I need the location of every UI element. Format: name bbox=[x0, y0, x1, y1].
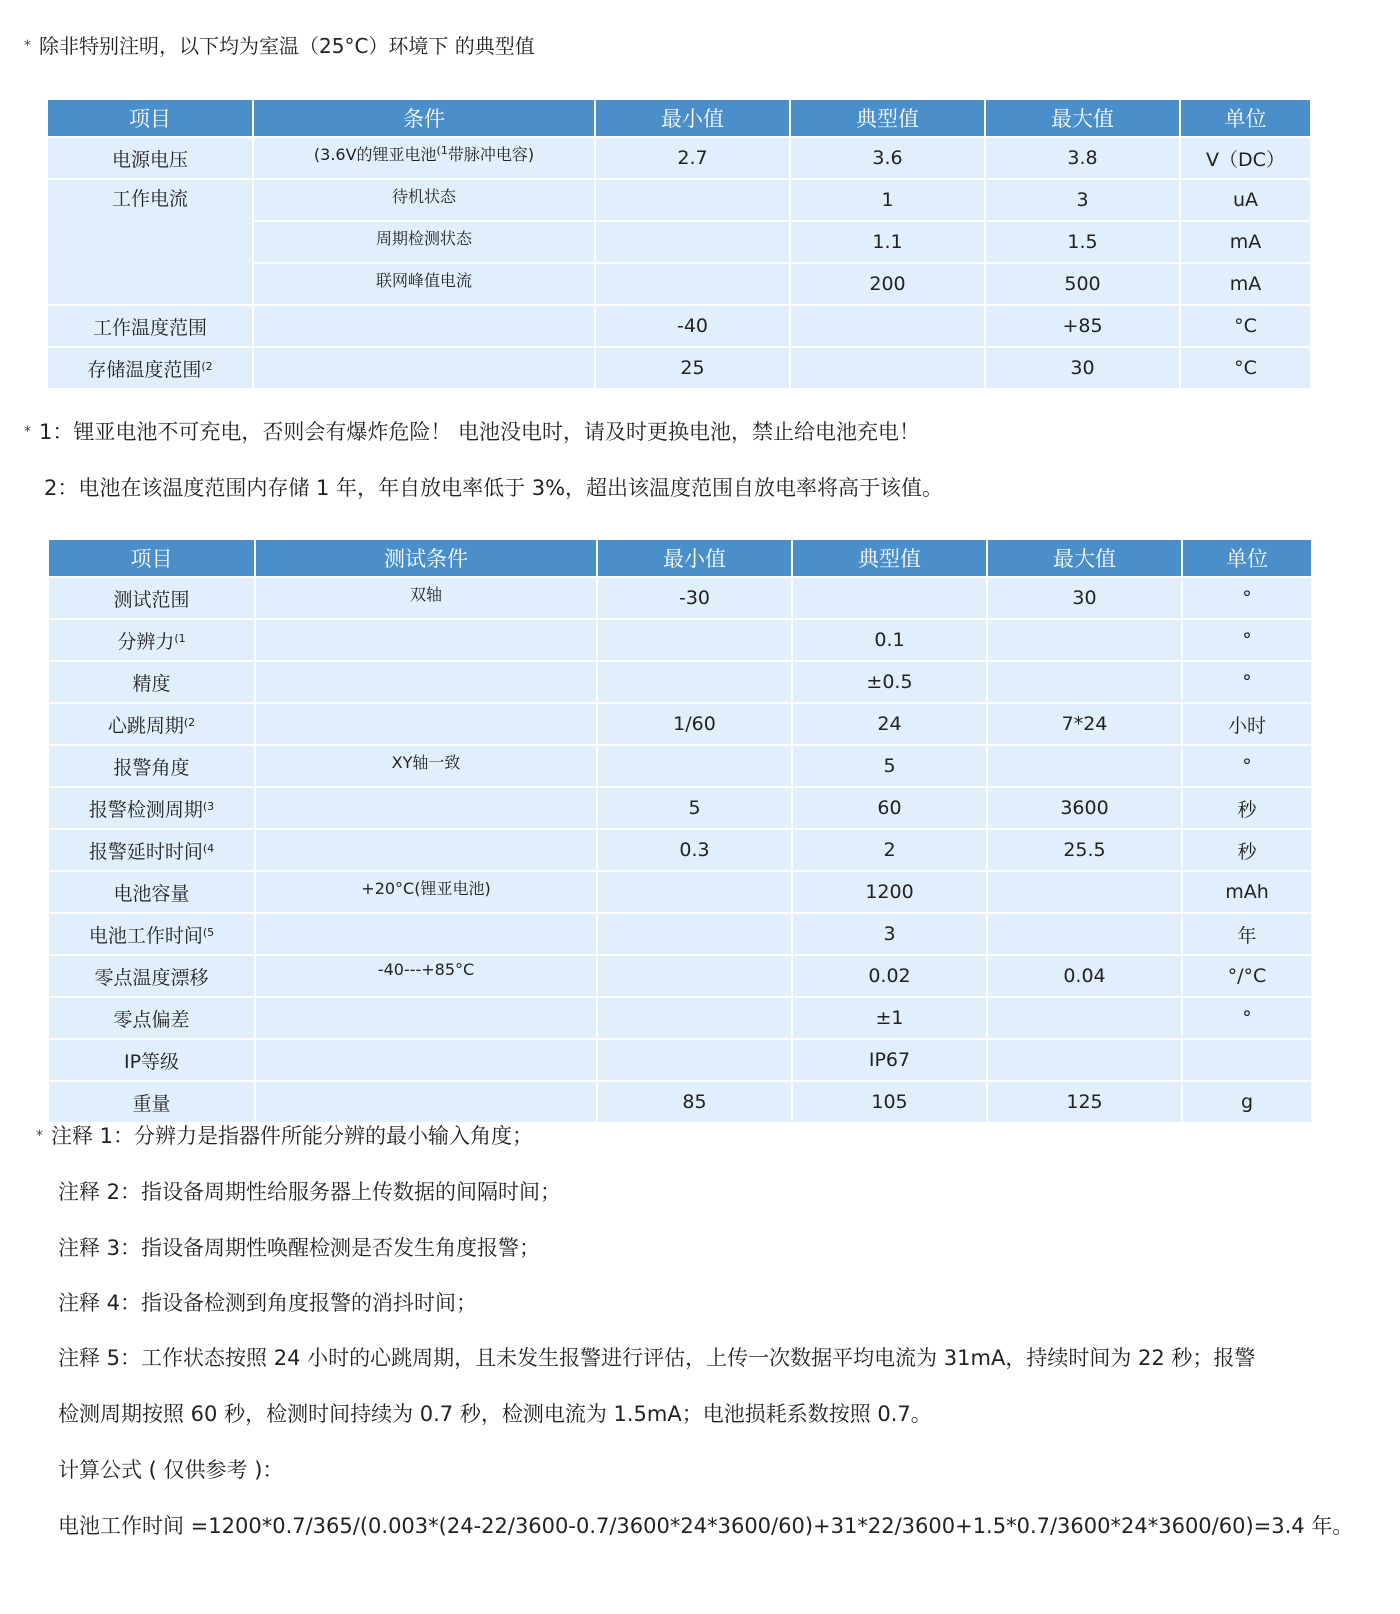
condition-cell bbox=[253, 305, 595, 347]
battery-note-2 bbox=[44, 472, 943, 502]
condition-cell bbox=[255, 1081, 597, 1123]
header-max: 最大值 bbox=[987, 539, 1182, 577]
note-text: 注释 5：工作状态按照 24 小时的心跳周期，且未发生报警进行评估，上传一次数据平均电流为 31mA，持续时间为 22 秒；报警 bbox=[58, 1346, 1256, 1370]
max-cell bbox=[987, 661, 1182, 703]
condition-cell: XY轴一致 bbox=[255, 745, 597, 787]
unit-cell: uA bbox=[1180, 179, 1311, 221]
typ-cell: 0.02 bbox=[792, 955, 987, 997]
item-text: 零点温度漂移 bbox=[94, 966, 209, 989]
header-min: 最小值 bbox=[597, 539, 792, 577]
item-cell: 电源电压 bbox=[47, 137, 253, 179]
max-cell bbox=[987, 913, 1182, 955]
unit-cell: ° bbox=[1182, 661, 1312, 703]
table-row bbox=[48, 1039, 1312, 1081]
unit-cell: 秒 bbox=[1182, 829, 1312, 871]
max-cell: 500 bbox=[985, 263, 1180, 305]
item-text: 心跳周期 bbox=[107, 714, 184, 737]
min-cell bbox=[597, 997, 792, 1039]
item-cell bbox=[48, 871, 255, 913]
min-cell bbox=[597, 1039, 792, 1081]
unit-cell: ° bbox=[1182, 997, 1312, 1039]
note-text: 注释 2：指设备周期性给服务器上传数据的间隔时间； bbox=[58, 1180, 562, 1204]
item-cell bbox=[48, 703, 255, 745]
condition-cell: 周期检测状态 bbox=[253, 221, 595, 263]
asterisk-marker: * bbox=[36, 1128, 43, 1144]
footnote-4 bbox=[58, 1287, 477, 1317]
min-cell: 0.3 bbox=[597, 829, 792, 871]
footnote-5-line-1 bbox=[58, 1342, 1255, 1372]
unit-cell: mA bbox=[1180, 263, 1311, 305]
formula-text: 电池工作时间 =1200*0.7/365/(0.003*(24-22/3600-0.7/3600*24*3600/60)+31*22/3600+1.5*0.7/3600*24*3600/60)=3.4 年。 bbox=[58, 1514, 1354, 1538]
item-cell bbox=[48, 661, 255, 703]
item-cell bbox=[48, 1081, 255, 1123]
item-cell bbox=[48, 997, 255, 1039]
condition-cell bbox=[255, 619, 597, 661]
note-text: 注释 4：指设备检测到角度报警的消抖时间； bbox=[58, 1291, 478, 1315]
min-cell: 5 bbox=[597, 787, 792, 829]
typ-cell bbox=[792, 577, 987, 619]
asterisk-marker: * bbox=[24, 424, 31, 440]
table-header-row bbox=[48, 539, 1312, 577]
ambient-condition-note bbox=[24, 30, 535, 59]
condition-cell: 双轴 bbox=[255, 577, 597, 619]
condition-cell: -40---+85°C bbox=[255, 955, 597, 997]
unit-cell: mA bbox=[1180, 221, 1311, 263]
min-cell: 1/60 bbox=[597, 703, 792, 745]
condition-cell bbox=[255, 829, 597, 871]
item-text: 零点偏差 bbox=[113, 1008, 190, 1031]
item-text: IP等级 bbox=[123, 1050, 180, 1073]
note-text: 2：电池在该温度范围内存储 1 年，年自放电率低于 3%，超出该温度范围自放电率将高于该值。 bbox=[44, 476, 944, 500]
item-cell bbox=[48, 913, 255, 955]
condition-cell: 联网峰值电流 bbox=[253, 263, 595, 305]
item-text: 存储温度范围 bbox=[87, 358, 202, 381]
max-cell: 125 bbox=[987, 1081, 1182, 1123]
footnote-2 bbox=[58, 1176, 561, 1206]
max-cell bbox=[987, 871, 1182, 913]
header-min: 最小值 bbox=[595, 99, 790, 137]
footnote-marker: (2 bbox=[183, 715, 196, 729]
table-header-row bbox=[47, 99, 1311, 137]
table-row bbox=[48, 745, 1312, 787]
table-row bbox=[48, 661, 1312, 703]
unit-cell: mAh bbox=[1182, 871, 1312, 913]
header-typ: 典型值 bbox=[790, 99, 985, 137]
item-text: 电池工作时间 bbox=[88, 924, 203, 947]
min-cell: 25 bbox=[595, 347, 790, 389]
condition-text: (3.6V的锂亚电池 bbox=[313, 145, 437, 164]
header-item: 项目 bbox=[47, 99, 253, 137]
table-row bbox=[48, 787, 1312, 829]
max-cell: +85 bbox=[985, 305, 1180, 347]
footnote-marker: (1 bbox=[174, 631, 186, 645]
item-cell bbox=[48, 745, 255, 787]
item-cell bbox=[48, 577, 255, 619]
table-row bbox=[48, 955, 1312, 997]
table-row bbox=[47, 305, 1311, 347]
typ-cell: ±1 bbox=[792, 997, 987, 1039]
min-cell bbox=[597, 661, 792, 703]
table-row bbox=[48, 619, 1312, 661]
max-cell bbox=[987, 619, 1182, 661]
typ-cell: 1 bbox=[790, 179, 985, 221]
typ-cell bbox=[790, 347, 985, 389]
condition-cell bbox=[255, 703, 597, 745]
table-row bbox=[48, 829, 1312, 871]
unit-cell: V（DC） bbox=[1180, 137, 1311, 179]
typ-cell bbox=[790, 305, 985, 347]
footnote-marker: (1 bbox=[436, 144, 448, 157]
min-cell bbox=[595, 179, 790, 221]
min-cell: -30 bbox=[597, 577, 792, 619]
min-cell bbox=[597, 871, 792, 913]
max-cell: 3 bbox=[985, 179, 1180, 221]
min-cell bbox=[597, 745, 792, 787]
footnote-3 bbox=[58, 1232, 540, 1262]
typ-cell: 1.1 bbox=[790, 221, 985, 263]
max-cell: 30 bbox=[985, 347, 1180, 389]
max-cell: 3.8 bbox=[985, 137, 1180, 179]
item-cell bbox=[48, 787, 255, 829]
note-text: 检测周期按照 60 秒，检测时间持续为 0.7 秒，检测电流为 1.5mA；电池损耗系数按照 0.7。 bbox=[58, 1402, 932, 1426]
typ-cell: 0.1 bbox=[792, 619, 987, 661]
ambient-condition-text: 除非特别注明，以下均为室温（25°C）环境下 的典型值 bbox=[39, 34, 535, 58]
asterisk-marker: * bbox=[24, 38, 31, 54]
min-cell bbox=[597, 619, 792, 661]
header-typ: 典型值 bbox=[792, 539, 987, 577]
item-text: 电池容量 bbox=[113, 882, 190, 905]
typ-cell: ±0.5 bbox=[792, 661, 987, 703]
typ-cell: 3 bbox=[792, 913, 987, 955]
footnote-marker: (2 bbox=[201, 359, 213, 373]
typ-cell: 1200 bbox=[792, 871, 987, 913]
table-row bbox=[47, 137, 1311, 179]
footnote-1 bbox=[36, 1120, 533, 1150]
table-row bbox=[47, 347, 1311, 389]
item-cell: 工作温度范围 bbox=[47, 305, 253, 347]
item-cell bbox=[48, 955, 255, 997]
min-cell bbox=[597, 955, 792, 997]
unit-cell: ° bbox=[1182, 619, 1312, 661]
header-condition: 条件 bbox=[253, 99, 595, 137]
table-row bbox=[48, 871, 1312, 913]
header-unit: 单位 bbox=[1180, 99, 1311, 137]
item-cell bbox=[48, 619, 255, 661]
condition-cell bbox=[255, 1039, 597, 1081]
item-text: 精度 bbox=[132, 672, 171, 695]
typ-cell: 200 bbox=[790, 263, 985, 305]
formula-label bbox=[58, 1454, 283, 1484]
footnote-marker: (5 bbox=[202, 925, 215, 939]
item-cell: 工作电流 bbox=[47, 179, 253, 305]
condition-cell: +20°C(锂亚电池) bbox=[255, 871, 597, 913]
typ-cell: 5 bbox=[792, 745, 987, 787]
condition-cell bbox=[255, 913, 597, 955]
max-cell bbox=[987, 997, 1182, 1039]
item-cell bbox=[47, 347, 253, 389]
max-cell: 0.04 bbox=[987, 955, 1182, 997]
item-text: 测试范围 bbox=[113, 588, 190, 611]
typ-cell: 2 bbox=[792, 829, 987, 871]
unit-cell: 年 bbox=[1182, 913, 1312, 955]
note-text: 注释 3：指设备周期性唤醒检测是否发生角度报警； bbox=[58, 1236, 541, 1260]
max-cell: 25.5 bbox=[987, 829, 1182, 871]
max-cell: 3600 bbox=[987, 787, 1182, 829]
header-item: 项目 bbox=[48, 539, 255, 577]
battery-life-formula bbox=[58, 1510, 1353, 1540]
condition-cell bbox=[255, 661, 597, 703]
item-text: 报警角度 bbox=[113, 756, 190, 779]
item-cell bbox=[48, 829, 255, 871]
note-text: 注释 1：分辨力是指器件所能分辨的最小输入角度； bbox=[51, 1124, 534, 1148]
unit-cell: 小时 bbox=[1182, 703, 1312, 745]
unit-cell: °C bbox=[1180, 347, 1311, 389]
min-cell: 85 bbox=[597, 1081, 792, 1123]
footnote-marker: (3 bbox=[202, 799, 215, 813]
battery-note-1 bbox=[24, 416, 920, 446]
typ-cell: IP67 bbox=[792, 1039, 987, 1081]
electrical-spec-table bbox=[46, 98, 1312, 390]
item-text: 报警检测周期 bbox=[88, 798, 203, 821]
table-row bbox=[48, 577, 1312, 619]
typ-cell: 24 bbox=[792, 703, 987, 745]
unit-cell: ° bbox=[1182, 577, 1312, 619]
item-text: 重量 bbox=[132, 1092, 171, 1115]
unit-cell: 秒 bbox=[1182, 787, 1312, 829]
max-cell: 7*24 bbox=[987, 703, 1182, 745]
note-text: 1：锂亚电池不可充电，否则会有爆炸危险！ 电池没电时，请及时更换电池，禁止给电池充电！ bbox=[39, 420, 921, 444]
header-test-condition: 测试条件 bbox=[255, 539, 597, 577]
item-text: 分辨力 bbox=[117, 630, 175, 653]
condition-cell bbox=[253, 137, 595, 179]
max-cell: 1.5 bbox=[985, 221, 1180, 263]
unit-cell: °C bbox=[1180, 305, 1311, 347]
footnote-5-line-2 bbox=[58, 1398, 932, 1428]
table-row bbox=[48, 913, 1312, 955]
max-cell bbox=[987, 1039, 1182, 1081]
max-cell bbox=[987, 745, 1182, 787]
condition-cell: 待机状态 bbox=[253, 179, 595, 221]
test-spec-table bbox=[47, 538, 1313, 1124]
table-row bbox=[48, 703, 1312, 745]
max-cell: 30 bbox=[987, 577, 1182, 619]
header-unit: 单位 bbox=[1182, 539, 1312, 577]
condition-cell bbox=[255, 787, 597, 829]
min-cell: 2.7 bbox=[595, 137, 790, 179]
unit-cell: °/°C bbox=[1182, 955, 1312, 997]
condition-text: 带脉冲电容) bbox=[447, 145, 535, 164]
item-cell bbox=[48, 1039, 255, 1081]
min-cell bbox=[595, 263, 790, 305]
table-row bbox=[48, 1081, 1312, 1123]
item-text: 报警延时时间 bbox=[88, 840, 203, 863]
typ-cell: 105 bbox=[792, 1081, 987, 1123]
table-row bbox=[47, 179, 1311, 221]
min-cell: -40 bbox=[595, 305, 790, 347]
condition-cell bbox=[253, 347, 595, 389]
unit-cell: ° bbox=[1182, 745, 1312, 787]
unit-cell: g bbox=[1182, 1081, 1312, 1123]
table-row bbox=[48, 997, 1312, 1039]
typ-cell: 3.6 bbox=[790, 137, 985, 179]
header-max: 最大值 bbox=[985, 99, 1180, 137]
footnote-marker: (4 bbox=[202, 841, 215, 855]
condition-cell bbox=[255, 997, 597, 1039]
unit-cell bbox=[1182, 1039, 1312, 1081]
min-cell bbox=[597, 913, 792, 955]
min-cell bbox=[595, 221, 790, 263]
typ-cell: 60 bbox=[792, 787, 987, 829]
note-text: 计算公式 ( 仅供参考 )： bbox=[58, 1458, 284, 1482]
